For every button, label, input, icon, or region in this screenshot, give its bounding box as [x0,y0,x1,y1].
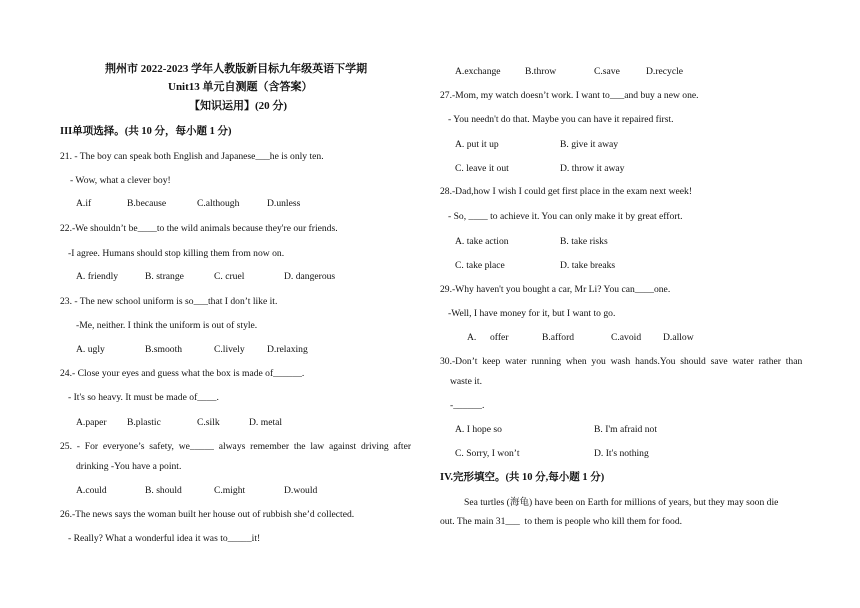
doc-title-line1: 荆州市 2022-2023 学年人教版新目标九年级英语下学期 [105,63,368,75]
question-25: 25. - For everyone’s safety, we_____ always remember the law against driving after [60,441,412,452]
q22-option-c: C. cruel [214,271,245,282]
q24-option-b: B.plastic [127,417,161,428]
question-26: 26.-The news says the woman built her house out of rubbish she’d collected. [60,509,355,520]
q30-option-d: D. It's nothing [594,448,649,459]
q21-option-a: A.if [76,198,92,209]
question-26-response: - Really? What a wonderful idea it was to_____it! [68,533,261,544]
q21-option-d: D.unless [267,198,301,209]
question-25-continuation: drinking -You have a point. [76,461,182,472]
q26-option-a: A.exchange [455,66,501,77]
question-23-response: -Me, neither. I think the uniform is out of style. [76,320,258,331]
q29-option-a-letter: A. [467,332,477,343]
q30-option-a: A. I hope so [455,424,502,435]
question-24: 24.- Close your eyes and guess what the box is made of______. [60,368,305,379]
q27-option-a: A. put it up [455,139,499,150]
q23-option-d: D.relaxing [267,344,308,355]
question-22: 22.-We shouldn’t be____to the wild animals because they're our friends. [60,223,338,234]
question-27: 27.-Mom, my watch doesn’t work. I want to___and buy a new one. [440,90,699,101]
q26-option-c: C.save [594,66,620,77]
q21-option-c: C.although [197,198,240,209]
q25-option-b: B. should [145,485,182,496]
q24-option-c: C.silk [197,417,220,428]
question-30: 30.-Don’t keep water running when you wash hands.You should save water rather than [440,356,803,367]
q23-option-a: A. ugly [76,344,105,355]
q29-option-d: D.allow [663,332,694,343]
q27-option-d: D. throw it away [560,163,625,174]
section-title-cloze: IV.完形填空。(共 10 分,每小题 1 分) [440,472,605,483]
q25-option-c: C.might [214,485,246,496]
doc-title-line3: 【知识运用】(20 分) [189,100,288,112]
section-title-single-choice: III单项选择。(共 10 分，每小题 1 分) [60,126,232,137]
q22-option-a: A. friendly [76,271,119,282]
q25-option-d: D.would [284,485,318,496]
q30-option-b: B. I'm afraid not [594,424,658,435]
q27-option-b: B. give it away [560,139,619,150]
question-23: 23. - The new school uniform is so___that I don’t like it. [60,296,278,307]
q24-option-a: A.paper [76,417,107,428]
q28-option-a: A. take action [455,236,509,247]
doc-title-line2: Unit13 单元自测题（含答案） [168,81,313,93]
q22-option-d: D. dangerous [284,271,336,282]
question-21: 21. - The boy can speak both English and Japanese___he is only ten. [60,151,324,162]
question-29-response: -Well, I have money for it, but I want to go. [448,308,616,319]
q21-option-b: B.because [127,198,167,209]
q29-option-c: C.avoid [611,332,642,343]
q25-option-a: A.could [76,485,107,496]
q28-option-b: B. take risks [560,236,608,247]
q23-option-b: B.smooth [145,344,183,355]
q24-option-d: D. metal [249,417,283,428]
cloze-paragraph-line2: out. The main 31___ to them is people who kill them for food. [440,516,683,527]
q22-option-b: B. strange [145,271,184,282]
q26-option-d: D.recycle [646,66,684,77]
question-30-continuation: waste it. [450,376,482,387]
q29-option-b: B.afford [542,332,575,343]
question-28-response: - So, ____ to achieve it. You can only make it by great effort. [448,211,683,222]
q23-option-c: C.lively [214,344,245,355]
question-24-response: - It's so heavy. It must be made of____. [68,392,219,403]
q26-option-b: B.throw [525,66,557,77]
question-22-response: -I agree. Humans should stop killing them from now on. [68,248,285,259]
question-27-response: - You needn't do that. Maybe you can have it repaired first. [448,114,674,125]
q28-option-c: C. take place [455,260,505,271]
question-21-response: - Wow, what a clever boy! [70,175,171,186]
q27-option-c: C. leave it out [455,163,509,174]
q30-option-c: C. Sorry, I won’t [455,448,520,459]
question-30-response: -______. [450,400,485,411]
question-28: 28.-Dad,how I wish I could get first place in the exam next week! [440,186,693,197]
cloze-paragraph-line1: Sea turtles (海龟) have been on Earth for millions of years, but they may soon die [464,497,779,508]
q29-option-a-text: offer [490,332,509,343]
q28-option-d: D. take breaks [560,260,616,271]
question-29: 29.-Why haven't you bought a car, Mr Li? You can____one. [440,284,671,295]
